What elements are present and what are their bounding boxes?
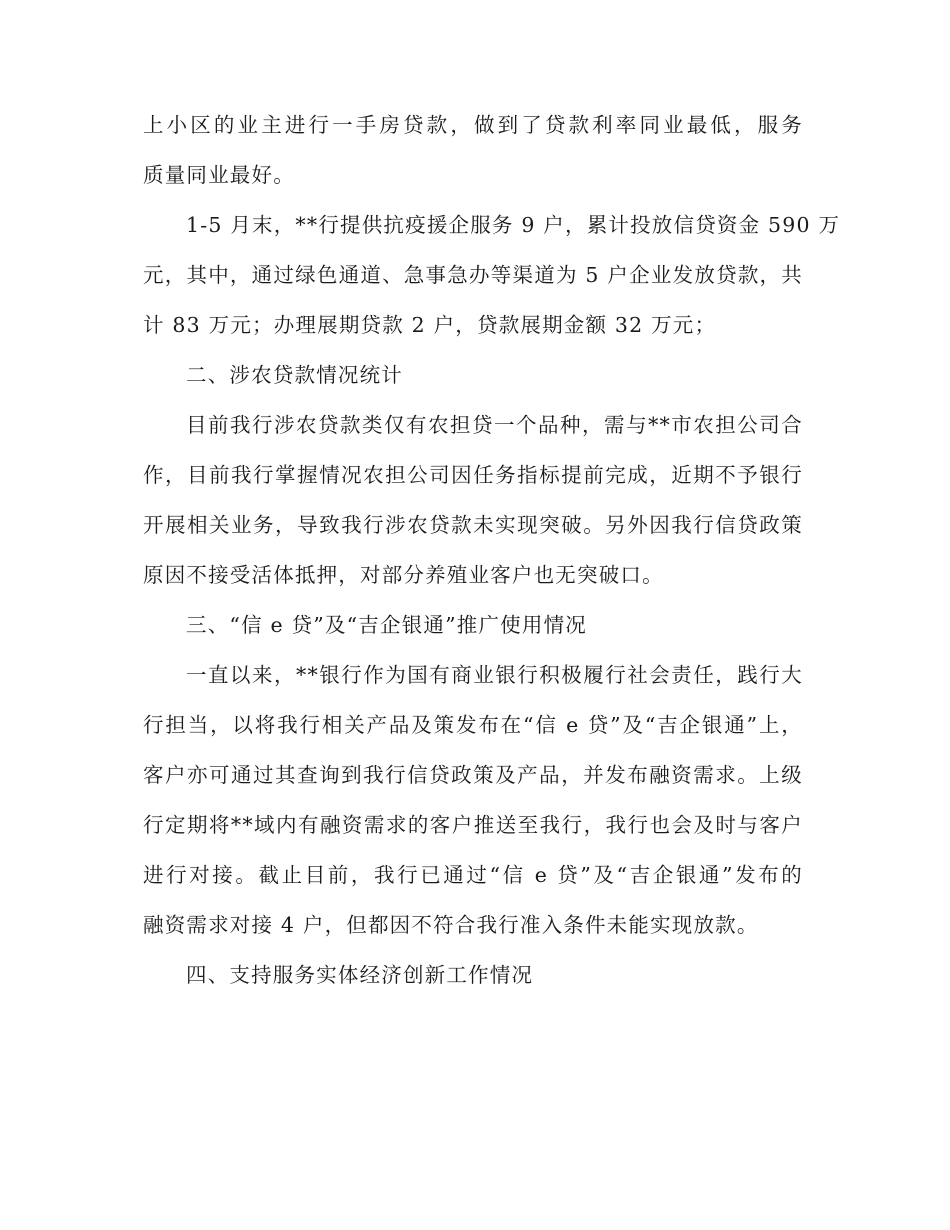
paragraph-line: 行担当，以将我行相关产品及策发布在“信 e 贷”及“吉企银通”上，	[143, 713, 803, 737]
paragraph-line: 作，目前我行掌握情况农担公司因任务指标提前完成，近期不予银行	[143, 463, 803, 487]
section-heading: 三、“信 e 贷”及“吉企银通”推广使用情况	[186, 613, 587, 637]
paragraph-line: 原因不接受活体抵押，对部分养殖业客户也无突破口。	[143, 563, 664, 587]
paragraph-line: 元，其中，通过绿色通道、急事急办等渠道为 5 户企业发放贷款，共	[143, 263, 803, 287]
paragraph-line: 一直以来，**银行作为国有商业银行积极履行社会责任，践行大	[186, 663, 803, 687]
paragraph-line: 上小区的业主进行一手房贷款，做到了贷款利率同业最低，服务	[143, 113, 803, 137]
paragraph-line: 计 83 万元；办理展期贷款 2 户，贷款展期金额 32 万元；	[143, 313, 717, 337]
paragraph-line: 质量同业最好。	[143, 163, 295, 187]
paragraph-line: 1-5 月末，**行提供抗疫援企服务 9 户，累计投放信贷资金 590 万	[186, 213, 841, 237]
paragraph-line: 行定期将**域内有融资需求的客户推送至我行，我行也会及时与客户	[143, 813, 803, 837]
paragraph-line: 进行对接。截止目前，我行已通过“信 e 贷”及“吉企银通”发布的	[143, 863, 803, 887]
paragraph-line: 客户亦可通过其查询到我行信贷政策及产品，并发布融资需求。上级	[143, 763, 803, 787]
paragraph-line: 目前我行涉农贷款类仅有农担贷一个品种，需与**市农担公司合	[186, 413, 803, 437]
paragraph-line: 开展相关业务，导致我行涉农贷款未实现突破。另外因我行信贷政策	[143, 513, 803, 537]
paragraph-line: 融资需求对接 4 户，但都因不符合我行准入条件未能实现放款。	[143, 913, 759, 937]
section-heading: 四、支持服务实体经济创新工作情况	[186, 963, 534, 987]
section-heading: 二、涉农贷款情况统计	[186, 363, 403, 387]
